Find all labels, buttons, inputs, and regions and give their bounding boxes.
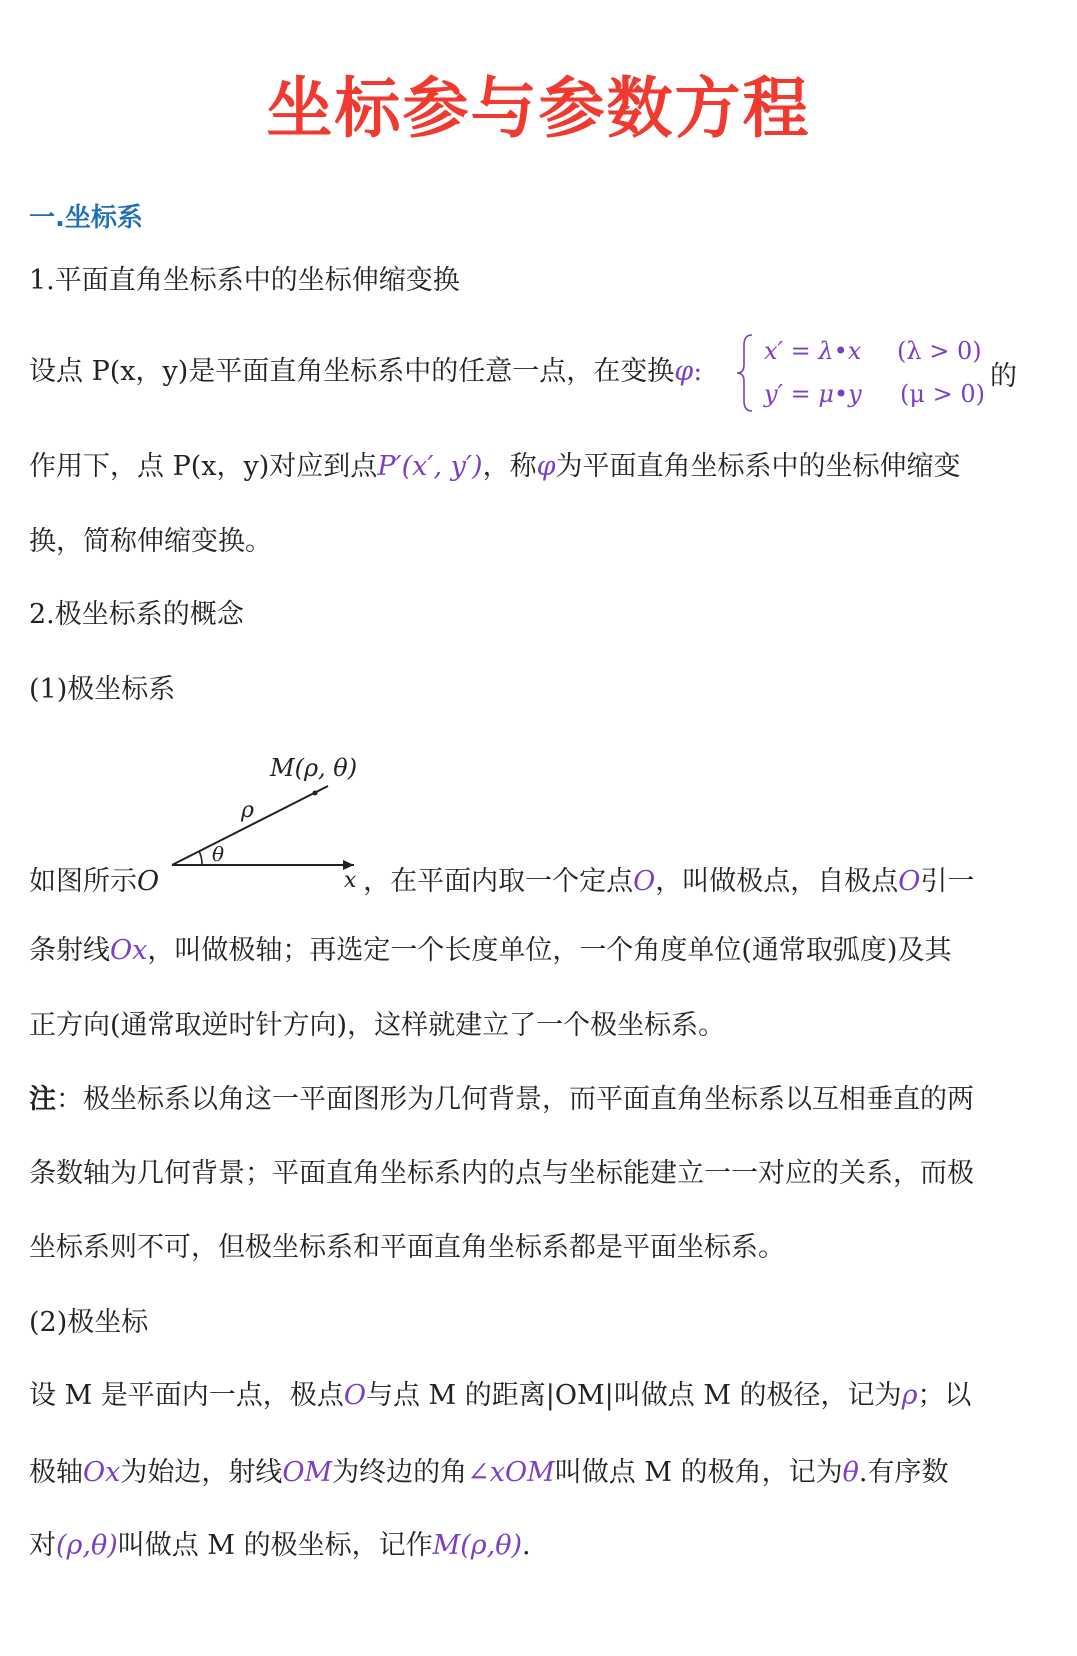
text: ，叫做极轴；再选定一个长度单位，一个角度单位(通常取弧度)及其 <box>147 935 952 966</box>
text: 条射线 <box>29 935 110 966</box>
text: . <box>522 1530 531 1561</box>
text: 作用下，点 P(x，y)对应到点 <box>29 451 378 482</box>
paragraph-polar-coord-line-3 <box>29 1528 531 1564</box>
text: .有序数 <box>858 1457 949 1488</box>
text: ；以 <box>917 1380 972 1411</box>
note-line-2: 条数轴为几何背景；平面直角坐标系内的点与坐标能建立一一对应的关系，而极 <box>29 1158 974 1189</box>
paragraph-scaling-line-1 <box>29 354 702 390</box>
point-m-dot <box>313 791 318 796</box>
text: 叫做点 M 的极坐标，记作 <box>117 1530 433 1561</box>
rho-symbol: ρ <box>901 1380 918 1411</box>
text: 如图所示 <box>29 866 137 897</box>
colon: : <box>693 356 703 387</box>
text: ，在平面内取一个定点 <box>363 866 634 897</box>
text: 叫做点 M 的极角，记为 <box>554 1457 843 1488</box>
paragraph-polar-line-1 <box>29 864 974 900</box>
text: 与点 M 的距离|OM|叫做点 M 的极径，记为 <box>365 1380 902 1411</box>
ray-ox: Ox <box>83 1457 121 1488</box>
text: 极轴 <box>29 1457 83 1488</box>
condition-mu: (μ > 0) <box>900 380 985 408</box>
pole-o: O <box>898 866 921 897</box>
pole-o: O <box>343 1380 366 1411</box>
paragraph-polar-coord-line-1 <box>29 1378 971 1414</box>
paragraph-scaling-line-3: 换，简称伸缩变换。 <box>29 526 272 557</box>
subsection-heading-polar-coordinates: (2)极坐标 <box>29 1307 149 1338</box>
condition-lambda: (λ > 0) <box>897 337 982 365</box>
text-de: 的 <box>990 361 1017 392</box>
pole-o: O <box>633 866 656 897</box>
x-axis-label: x <box>344 868 357 893</box>
subsection-heading-polar-concept: 2.极坐标系的概念 <box>29 599 244 630</box>
subsection-heading-scaling: 1.平面直角坐标系中的坐标伸缩变换 <box>29 265 460 296</box>
point-p-prime: P′(x′, y′) <box>377 451 483 482</box>
angle-xom: ∠xOM <box>467 1457 555 1488</box>
theta-symbol: θ <box>842 1457 859 1488</box>
angle-arc <box>199 851 202 865</box>
coordinate-pair: (ρ,θ) <box>56 1530 118 1561</box>
text: 对 <box>29 1530 56 1561</box>
text: 为平面直角坐标系中的坐标伸缩变 <box>555 451 961 482</box>
text: 为始边，射线 <box>120 1457 283 1488</box>
phi-symbol: φ <box>536 451 556 482</box>
paragraph-polar-line-3: 正方向(通常取逆时针方向)，这样就建立了一个极坐标系。 <box>29 1010 726 1041</box>
equation-brace <box>734 333 758 413</box>
theta-label: θ <box>212 842 225 866</box>
text: ，叫做极点，自极点 <box>655 866 899 897</box>
equation-x-prime: x′ = λ•x <box>764 337 862 365</box>
phi-symbol: φ <box>674 356 694 387</box>
note-line-1 <box>29 1082 974 1118</box>
text: 设点 P(x，y)是平面直角坐标系中的任意一点，在变换 <box>29 356 675 387</box>
page-title: 坐标参与参数方程 <box>266 70 811 147</box>
origin-o-label: O <box>137 866 160 897</box>
text: ，称 <box>482 451 537 482</box>
paragraph-scaling-line-2 <box>29 449 961 485</box>
subsection-heading-polar-system: (1)极坐标系 <box>29 674 176 705</box>
text: 引一 <box>920 866 975 897</box>
paragraph-polar-coord-line-2 <box>29 1455 948 1491</box>
point-m-label: M(ρ, θ) <box>270 754 358 782</box>
paragraph-polar-line-2 <box>29 933 951 969</box>
section-heading-coordinate-system: 一.坐标系 <box>29 203 143 233</box>
polar-coordinate-notation: M(ρ,θ) <box>432 1530 523 1561</box>
text: 为终边的角 <box>332 1457 468 1488</box>
text: 设 M 是平面内一点，极点 <box>29 1380 344 1411</box>
note-line-3: 坐标系则不可，但极坐标系和平面直角坐标系都是平面坐标系。 <box>29 1232 785 1263</box>
ray-ox: Ox <box>110 935 148 966</box>
note-label: 注 <box>29 1084 56 1115</box>
ray-om: OM <box>282 1457 333 1488</box>
rho-label: ρ <box>241 798 254 823</box>
equation-y-prime: y′ = μ•y <box>764 380 862 408</box>
text: ：极坐标系以角这一平面图形为几何背景，而平面直角坐标系以互相垂直的两 <box>56 1084 974 1115</box>
